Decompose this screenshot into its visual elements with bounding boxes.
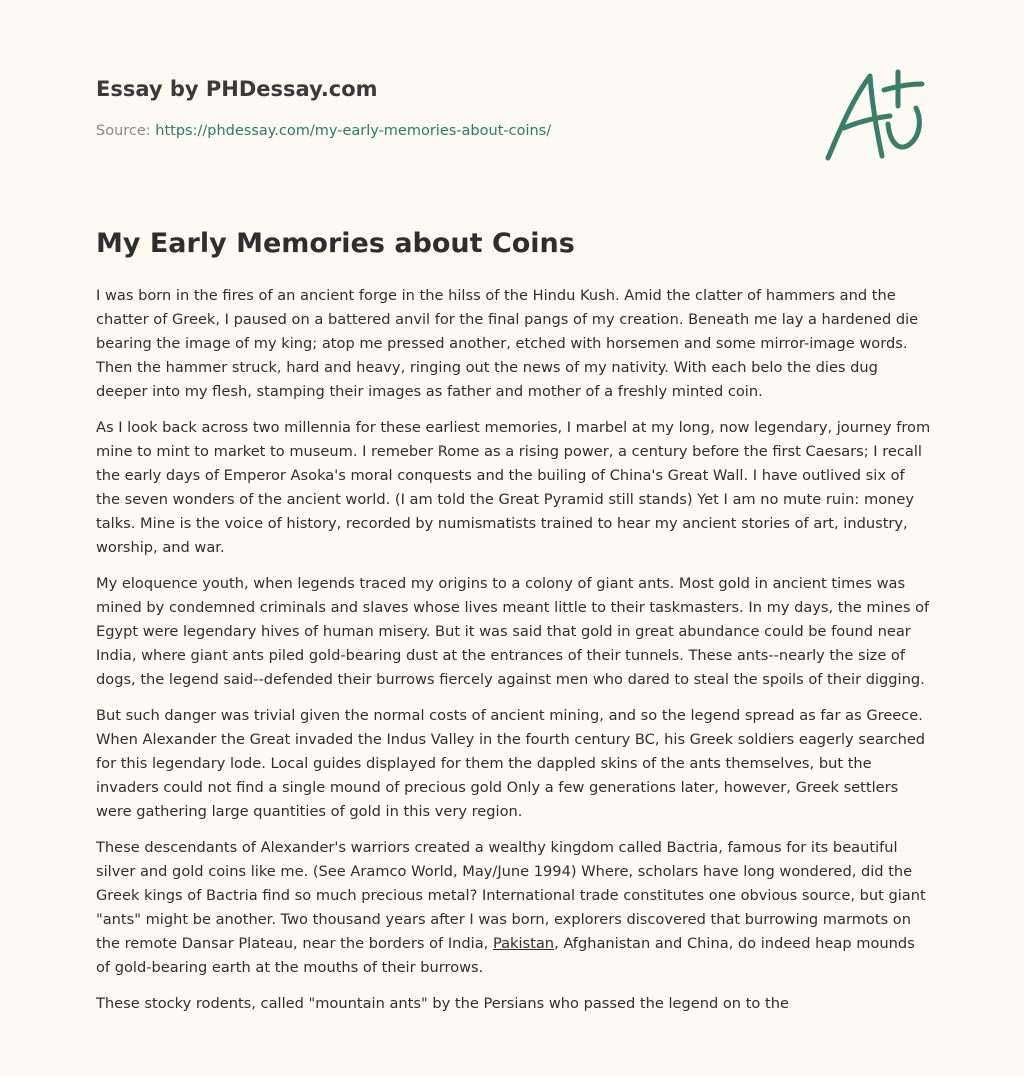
page-header	[96, 74, 796, 141]
site-title: Essay by PHDessay.com	[96, 77, 378, 101]
paragraph-text: These descendants of Alexander's warriors created a wealthy kingdom called Bactria, famous for its beautiful silver and gold coins like me. (See Aramco World, May/June 1994) Where, scholars have long wondered, did the Greek kings of Bactria find so much precious metal? International trade constitutes one obvious source, but giant "ants" might be another. Two thousand years after I was born, explorers discovered that burrowing marmots on the remote Dansar Plateau, near the borders of India,	[96, 839, 926, 952]
pakistan-link[interactable]: Pakistan	[492, 935, 555, 952]
essay-paragraph: I was born in the fires of an ancient forge in the hilss of the Hindu Kush. Amid the clatter of hammers and the chatter of Greek, I paused on a battered anvil for the final pangs of my creation. Beneath me lay a hardened die bearing the image of my king; atop me pressed another, etched with horsemen and some mirror-image words. Then the hammer struck, hard and heavy, ringing out the news of my nativity. With each belo the dies dug deeper into my flesh, stamping their images as father and mother of a freshly minted coin.	[96, 287, 919, 400]
source-line	[96, 121, 796, 141]
essay-paragraph: As I look back across two millennia for these earliest memories, I marbel at my long, now legendary, journey from mine to mint to market to museum. I remeber Rome as a rising power, a century before the first Caesars; I recall the early days of Emperor Asoka's moral conquests and the builing of China's Great Wall. I have outlived six of the seven wonders of the ancient world. (I am told the Great Pyramid still stands) Yet I am no mute ruin: money talks. Mine is the voice of history, recorded by numismatists trained to hear my ancient stories of art, industry, worship, and war.	[96, 419, 931, 556]
essay-paragraph: These stocky rodents, called "mountain ants" by the Persians who passed the legend on to the	[96, 995, 789, 1012]
essay-body	[96, 284, 932, 1028]
essay-title: My Early Memories about Coins	[96, 228, 575, 259]
a-plus-logo-icon	[818, 64, 930, 168]
paragraph-text: , Afghanistan and China, do indeed heap mounds of gold-bearing earth at the mouths of their burrows.	[96, 935, 915, 976]
essay-paragraph: But such danger was trivial given the normal costs of ancient mining, and so the legend spread as far as Greece. When Alexander the Great invaded the Indus Valley in the fourth century BC, his Greek soldiers eagerly searched for this legendary lode. Local guides displayed for them the dappled skins of the ants themselves, but the invaders could not find a single mound of precious gold Only a few generations later, however, Greek settlers were gathering large quantities of gold in this very region.	[96, 707, 926, 820]
essay-paragraph	[96, 836, 932, 980]
source-link[interactable]: https://phdessay.com/my-early-memories-about-coins/	[155, 123, 552, 139]
essay-paragraph: My eloquence youth, when legends traced my origins to a colony of giant ants. Most gold in ancient times was mined by condemned criminals and slaves whose lives meant little to their taskmasters. In my days, the mines of Egypt were legendary hives of human misery. But it was said that gold in great abundance could be found near India, where giant ants piled gold-bearing dust at the entrances of their tunnels. These ants--nearly the size of dogs, the legend said--defended their burrows fiercely against men who dared to steal the spoils of their digging.	[96, 575, 930, 688]
source-label: Source:	[96, 123, 151, 139]
